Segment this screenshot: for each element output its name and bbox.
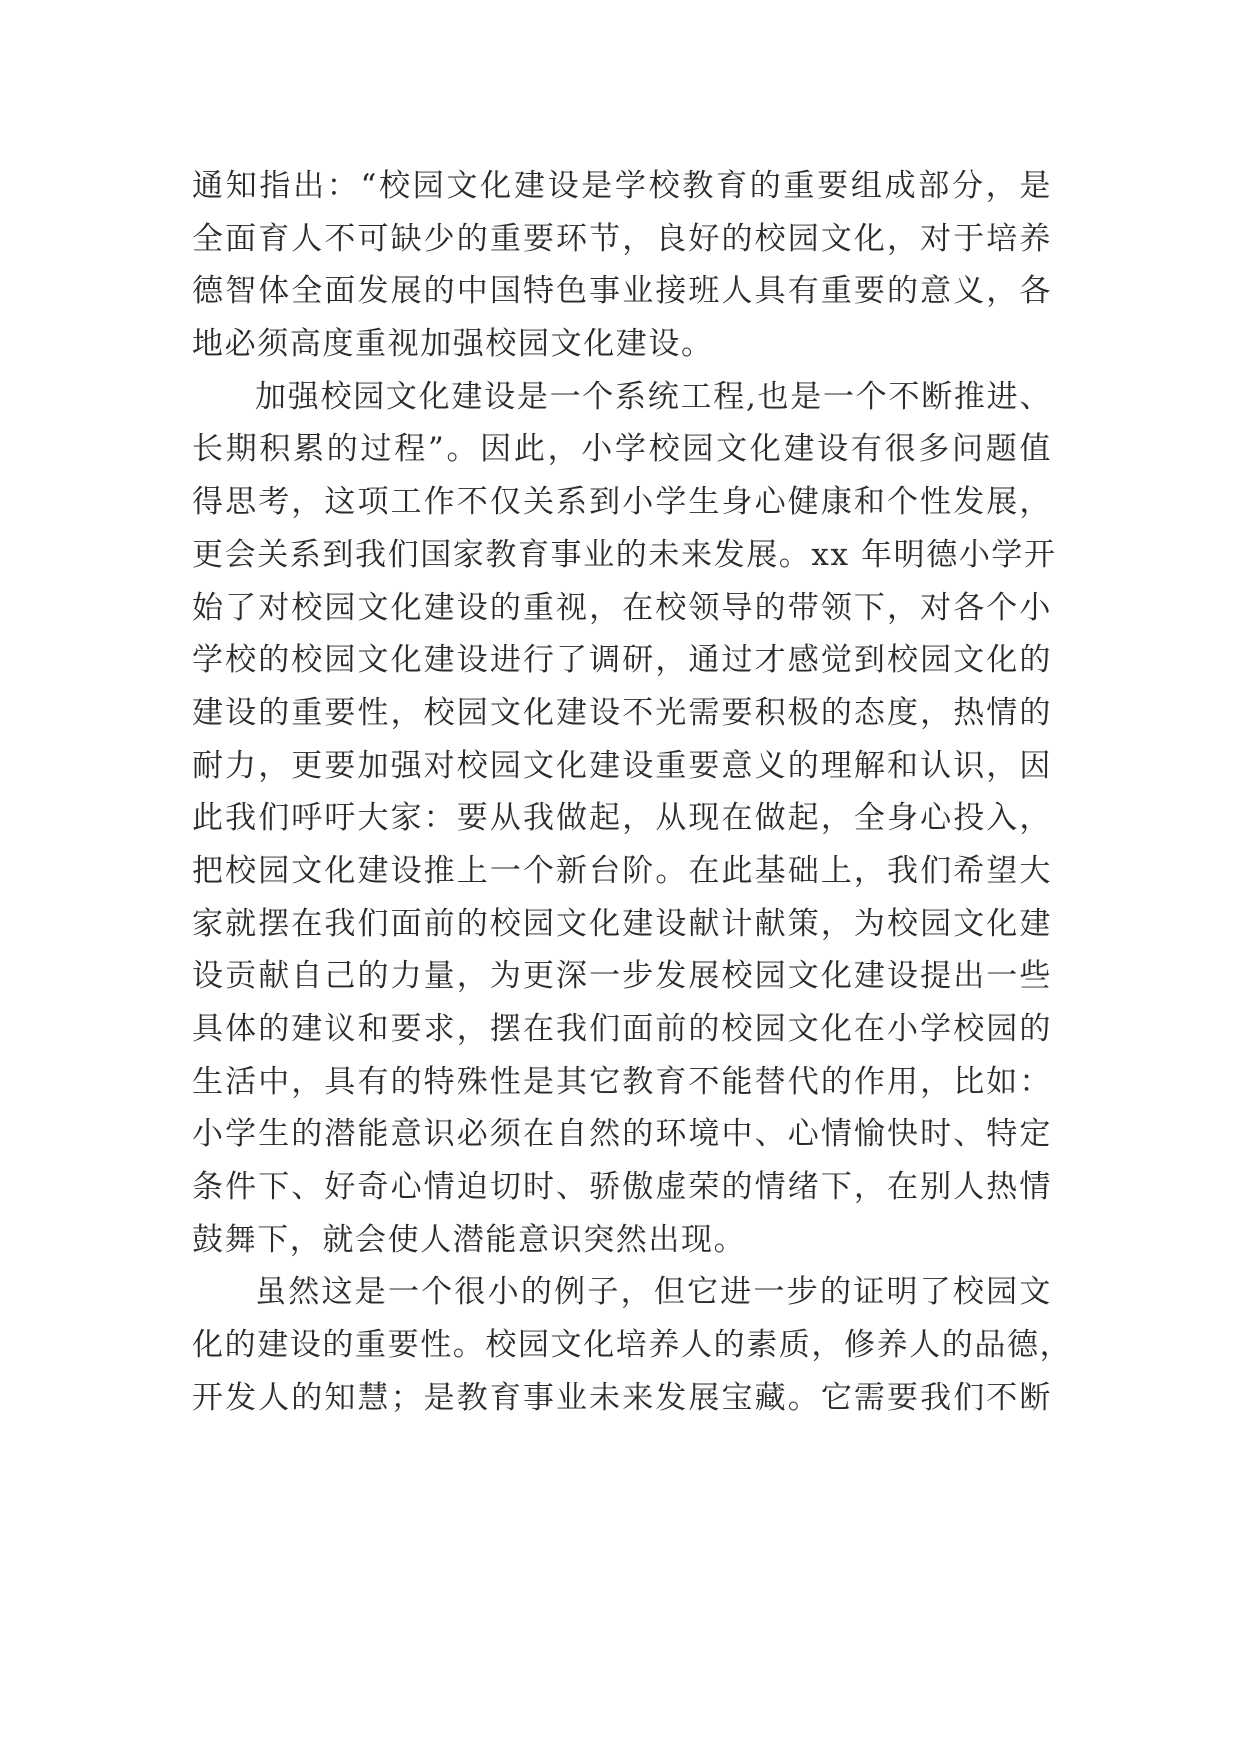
text-line: 始了对校园文化建设的重视，在校领导的带领下，对各个小 — [192, 589, 1052, 626]
paragraph-1 — [192, 160, 1052, 371]
text-line: 生活中，具有的特殊性是其它教育不能替代的作用，比如： — [192, 1063, 1052, 1100]
text-line: 学校的校园文化建设进行了调研，通过才感觉到校园文化的 — [192, 642, 1052, 679]
text-line: 通知指出：“校园文化建设是学校教育的重要组成部分，是 — [192, 168, 1052, 204]
paragraph-2 — [192, 371, 1057, 1267]
text-line: 地必须高度重视加强校园文化建设。 — [192, 326, 714, 363]
text-line: 更会关系到我们国家教育事业的未来发展。xx 年明德小学开 — [192, 536, 1057, 573]
text-line: 全面育人不可缺少的重要环节，良好的校园文化，对于培养 — [192, 220, 1052, 257]
text-line: 条件下、好奇心情迫切时、骄傲虚荣的情绪下，在别人热情 — [192, 1169, 1052, 1206]
document-body — [192, 160, 1073, 1425]
text-line: 具体的建议和要求，摆在我们面前的校园文化在小学校园的 — [192, 1011, 1052, 1047]
text-line: 加强校园文化建设是一个系统工程,也是一个不断推进、 — [255, 378, 1052, 415]
text-line: 虽然这是一个很小的例子，但它进一步的证明了校园文 — [255, 1274, 1052, 1311]
text-line: 小学生的潜能意识必须在自然的环境中、心情愉快时、特定 — [192, 1116, 1052, 1153]
text-line: 此我们呼吁大家：要从我做起，从现在做起，全身心投入， — [192, 800, 1052, 837]
text-line: 开发人的知慧；是教育事业未来发展宝藏。它需要我们不断 — [192, 1379, 1052, 1416]
text-line: 得思考，这项工作不仅关系到小学生身心健康和个性发展， — [192, 484, 1052, 521]
text-line: 化的建设的重要性。校园文化培养人的素质，修养人的品德， — [192, 1327, 1073, 1364]
text-line: 鼓舞下，就会使人潜能意识突然出现。 — [192, 1221, 747, 1258]
text-line: 耐力，更要加强对校园文化建设重要意义的理解和认识，因 — [192, 747, 1052, 784]
text-line: 德智体全面发展的中国特色事业接班人具有重要的意义，各 — [192, 273, 1052, 310]
paragraph-3 — [192, 1266, 1073, 1424]
text-line: 建设的重要性，校园文化建设不光需要积极的态度，热情的 — [192, 694, 1052, 731]
text-line: 长期积累的过程”。因此，小学校园文化建设有很多问题值 — [192, 431, 1052, 468]
text-line: 把校园文化建设推上一个新台阶。在此基础上，我们希望大 — [192, 852, 1052, 889]
text-line: 家就摆在我们面前的校园文化建设献计献策，为校园文化建 — [192, 905, 1052, 942]
text-line: 设贡献自己的力量，为更深一步发展校园文化建设提出一些 — [192, 958, 1052, 995]
